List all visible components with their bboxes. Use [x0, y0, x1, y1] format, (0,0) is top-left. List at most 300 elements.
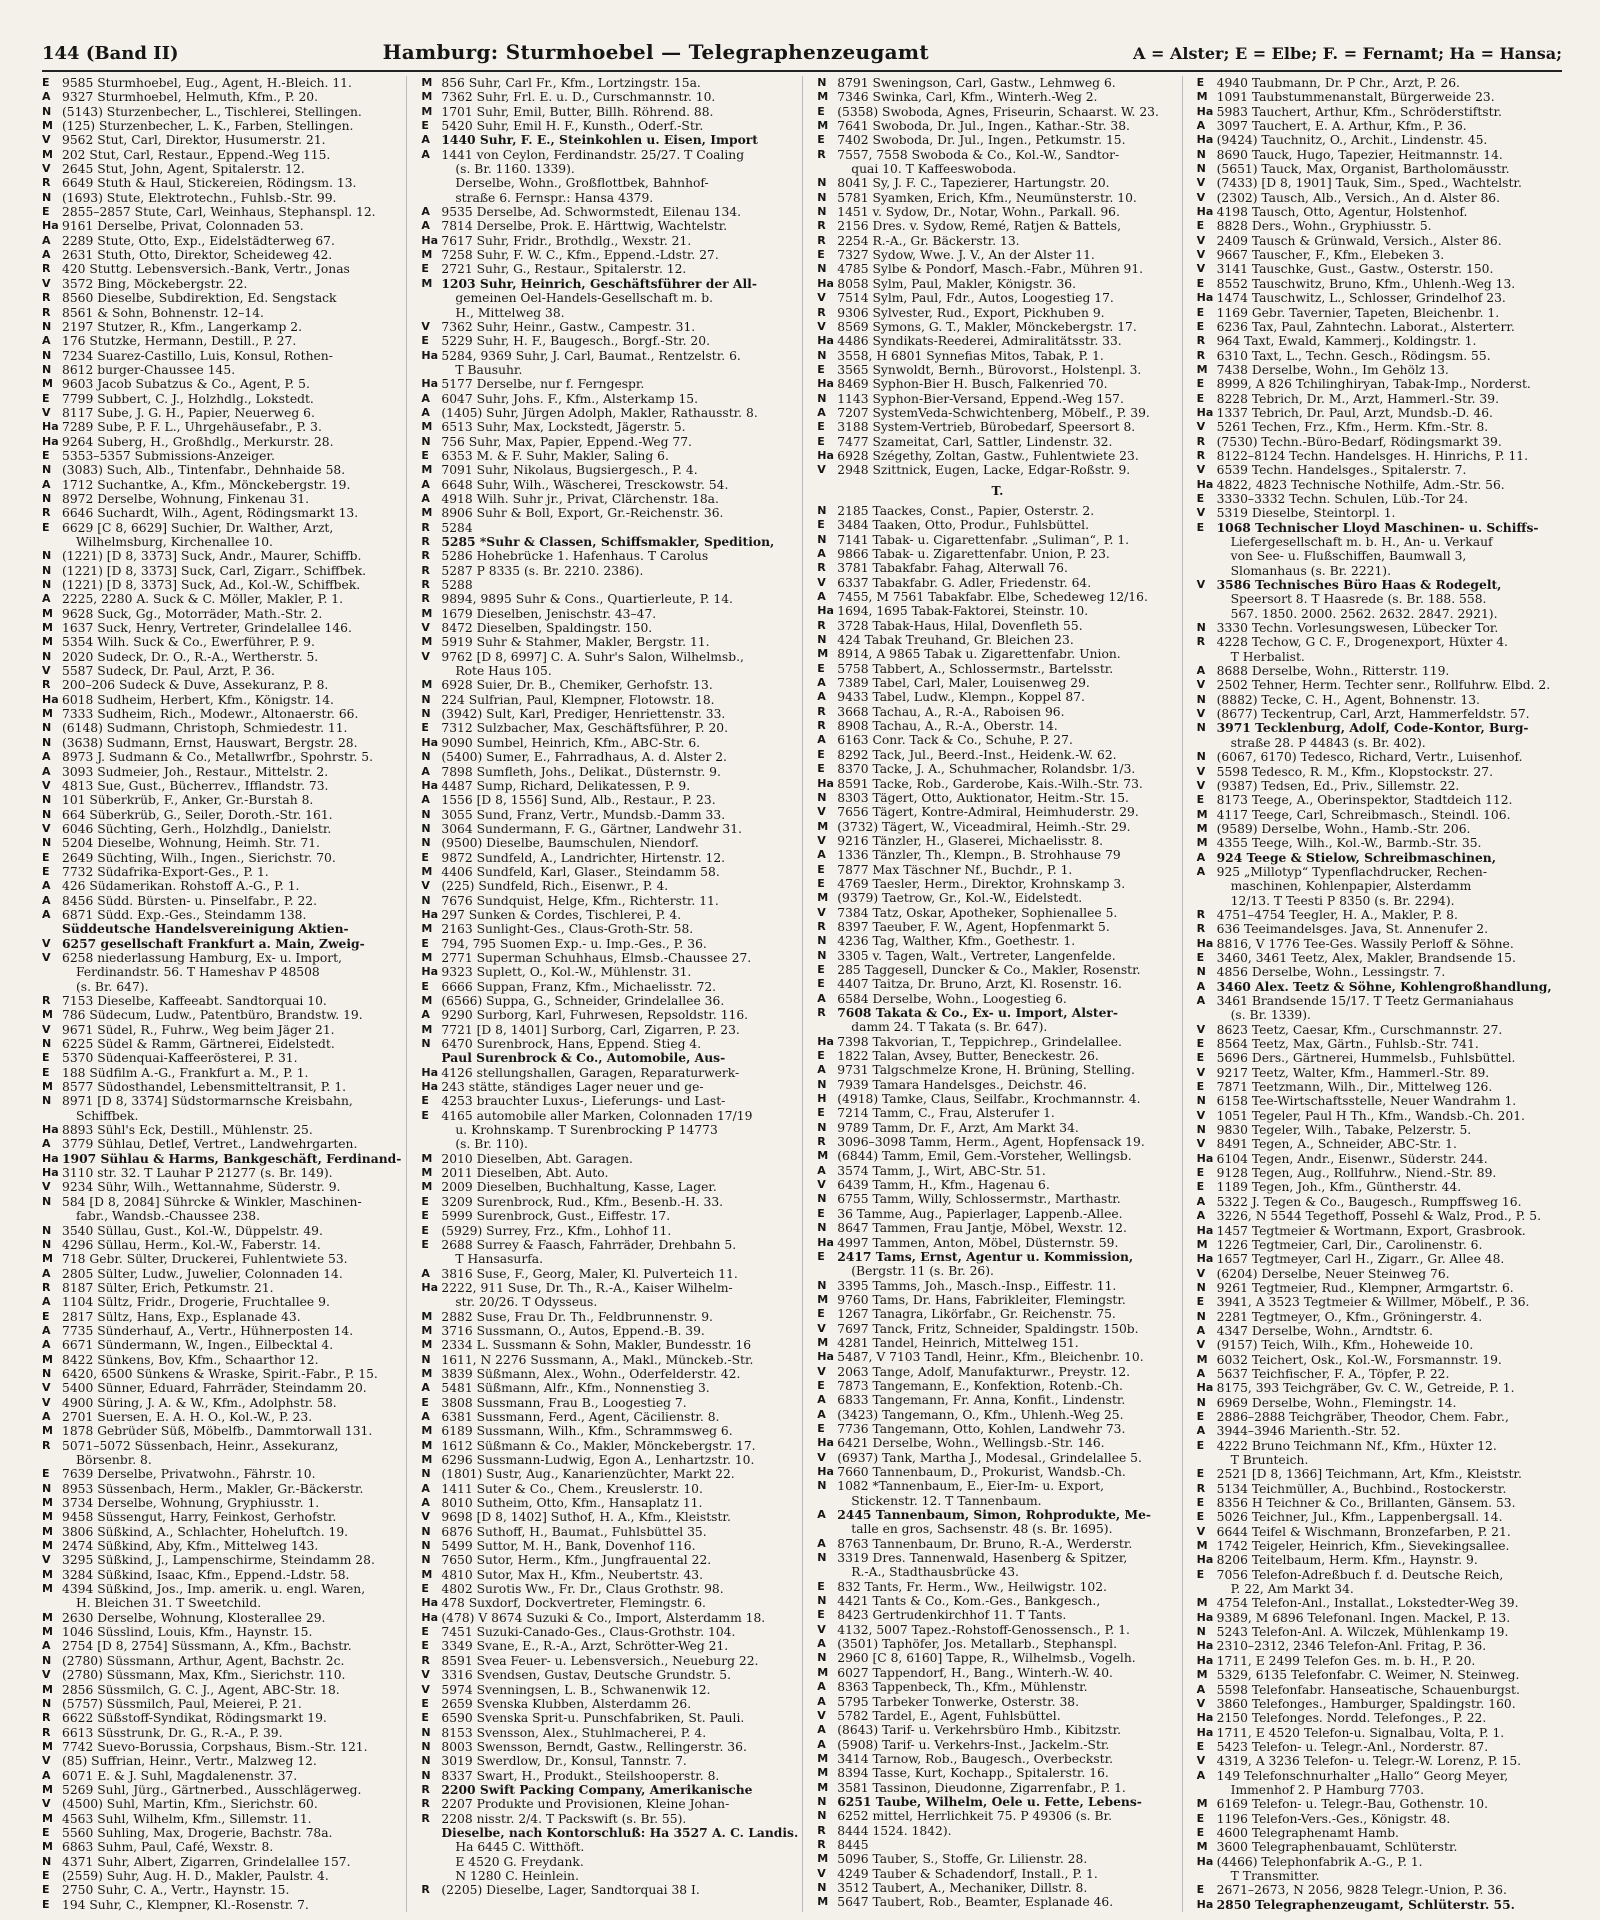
exchange-code: N	[817, 1551, 827, 1565]
directory-entry	[1197, 334, 1558, 348]
entry-text: 4296 Süllau, Herm., Kol.-W., Faberstr. 14.	[62, 1237, 321, 1252]
entry-text: H. Bleichen 31. T Sweetchild.	[76, 1596, 262, 1611]
directory-entry	[1197, 1051, 1558, 1065]
exchange-code: N	[1196, 1395, 1206, 1409]
directory-entry	[1197, 1252, 1558, 1266]
entry-text: 8791 Sweningson, Carl, Gastw., Lehmweg 6.	[837, 76, 1116, 90]
exchange-code: N	[817, 1880, 827, 1894]
exchange-code: E	[1196, 1037, 1205, 1051]
entry-text: 7660 Tannenbaum, D., Prokurist, Wandsb.-Ch.	[837, 1465, 1126, 1479]
entry-text: 8472 Dieselben, Spaldingstr. 150.	[441, 621, 653, 636]
directory-entry	[817, 392, 1177, 406]
entry-text: 5587 Sudeck, Dr. Paul, Arzt, P. 36.	[62, 664, 275, 679]
entry-text: 9261 Tegtmeier, Rud., Klempner, Armgartstr. 6.	[1216, 1280, 1514, 1295]
directory-entry	[421, 133, 798, 147]
exchange-code: M	[42, 1625, 53, 1639]
exchange-code: M	[421, 606, 433, 620]
directory-entry	[1197, 879, 1558, 893]
directory-entry	[817, 1465, 1177, 1479]
exchange-code: N	[421, 1725, 431, 1739]
exchange-code: N	[42, 836, 52, 850]
exchange-code: M	[1196, 1596, 1208, 1610]
entry-text: Speersort 8. T Haasrede (s. Br. 188. 558.	[1230, 592, 1487, 607]
exchange-code: R	[42, 1711, 51, 1725]
exchange-code: Ha	[817, 377, 834, 391]
directory-entry	[421, 1525, 798, 1539]
exchange-code: N	[817, 1192, 827, 1206]
exchange-code: E	[817, 1421, 825, 1435]
directory-entry	[1197, 693, 1558, 707]
exchange-code: Ha	[817, 1350, 834, 1364]
exchange-code: M	[42, 1008, 53, 1022]
exchange-code: V	[1196, 1022, 1206, 1036]
directory-entry	[421, 349, 798, 363]
entry-text: 4407 Taitza, Dr. Bruno, Arzt, Kl. Rosenstr. 16.	[837, 977, 1122, 992]
exchange-code: N	[817, 790, 827, 804]
directory-entry	[42, 1080, 402, 1094]
entry-text: 584 [D 8, 2084] Sührcke & Winkler, Maschinen-	[62, 1194, 362, 1209]
exchange-code: A	[421, 1481, 430, 1495]
directory-entry	[421, 1324, 798, 1338]
directory-entry	[42, 1697, 402, 1711]
directory-entry	[817, 633, 1177, 647]
exchange-code: E	[1196, 276, 1205, 290]
exchange-code: A	[421, 1496, 430, 1510]
entry-text: talle en gros, Sachsenstr. 48 (s. Br. 1695).	[851, 1522, 1113, 1537]
exchange-code: A	[42, 334, 51, 348]
entry-text: 5026 Teichner, Jul., Kfm., Lappenbergsall. 14.	[1216, 1510, 1503, 1525]
entry-text: 1474 Tauschwitz, L., Schlosser, Grindelhof 23.	[1216, 291, 1506, 306]
directory-entry	[1197, 1812, 1558, 1826]
directory-entry	[421, 1812, 798, 1826]
entry-text: 6046 Süchting, Gerh., Holzhdlg., Danielstr.	[62, 821, 332, 836]
exchange-code: V	[42, 664, 51, 678]
entry-text: 5354 Wilh. Suck & Co., Ewerführer, P. 9.	[62, 635, 315, 650]
exchange-code: Ha	[817, 1465, 834, 1478]
directory-entry	[1197, 363, 1558, 377]
directory-entry	[1197, 1152, 1558, 1166]
exchange-code	[1197, 1453, 1217, 1467]
entry-text: 1451 v. Sydow, Dr., Notar, Wohn., Parkall. 96.	[837, 205, 1120, 220]
directory-entry	[42, 1338, 402, 1352]
entry-text: P. 22, Am Markt 34.	[1230, 1582, 1354, 1597]
entry-text: 3779 Sühlau, Detlef, Vertret., Landwehrgarten.	[62, 1137, 358, 1152]
entry-text: 4198 Tausch, Otto, Agentur, Holstenhof.	[1216, 205, 1468, 220]
exchange-code: E	[817, 133, 825, 147]
exchange-code	[421, 162, 441, 176]
exchange-code: Ha	[1196, 1381, 1214, 1395]
directory-entry	[817, 1365, 1177, 1379]
entry-text: 6584 Derselbe, Wohn., Loogestieg 6.	[837, 991, 1067, 1006]
entry-text: 6613 Süsstrunk, Dr. G., R.-A., P. 39.	[62, 1725, 283, 1740]
entry-text: 424 Tabak Treuhand, Gr. Bleichen 23.	[837, 633, 1074, 648]
directory-entry	[421, 693, 798, 707]
directory-entry	[1197, 808, 1558, 822]
entry-text: 6296 Sussmann-Ludwig, Egon A., Lenhartzstr. 10.	[441, 1453, 755, 1467]
entry-text: 3808 Sussmann, Frau B., Loogestieg 7.	[441, 1395, 687, 1410]
directory-entry	[817, 1436, 1177, 1450]
directory-entry	[42, 392, 402, 406]
entry-text: 3668 Tachau, A., R.-A., Raboisen 96.	[837, 704, 1065, 719]
directory-entry	[817, 90, 1177, 104]
entry-text: 5096 Tauber, S., Stoffe, Gr. Lilienstr. 28.	[837, 1852, 1088, 1867]
exchange-code: R	[817, 233, 826, 247]
directory-entry	[1197, 449, 1558, 463]
exchange-code: A	[42, 764, 51, 778]
directory-entry	[421, 234, 798, 248]
directory-entry	[1197, 650, 1558, 664]
entry-text: 7814 Derselbe, Prok. E. Härttwig, Wachtelstr.	[441, 219, 728, 234]
entry-text: (5929) Surrey, Frz., Kfm., Lohhof 11.	[441, 1223, 672, 1238]
exchange-code: M	[42, 707, 53, 721]
entry-text: 2225, 2280 A. Suck & C. Möller, Makler, P. 1.	[62, 592, 343, 607]
directory-entry	[42, 535, 402, 549]
entry-text: 2671–2673, N 2056, 9828 Telegr.-Union, P. 36.	[1216, 1883, 1507, 1898]
exchange-code: M	[421, 922, 433, 936]
directory-entry	[1197, 205, 1558, 219]
directory-entry	[1197, 1295, 1558, 1309]
exchange-code: N	[42, 1037, 52, 1051]
directory-entry	[421, 836, 798, 850]
exchange-code: Ha	[817, 1436, 834, 1450]
directory-entry	[817, 791, 1177, 805]
entry-text: Slomanhaus (s. Br. 2221).	[1230, 563, 1391, 578]
entry-text: 5560 Suhling, Max, Drogerie, Bachstr. 78a.	[62, 1825, 333, 1840]
entry-text: 7697 Tanck, Fritz, Schneider, Spaldingstr. 150b.	[837, 1321, 1139, 1336]
entry-text: 7736 Tangemann, Otto, Kohlen, Landwehr 73.	[837, 1421, 1126, 1436]
directory-entry	[421, 650, 798, 664]
entry-text: 2207 Produkte und Provisionen, Kleine Johan-	[441, 1797, 730, 1812]
entry-text: 4421 Tants & Co., Kom.-Ges., Bankgesch.,	[837, 1594, 1101, 1609]
entry-text: 5919 Suhr & Stahmer, Makler, Bergstr. 11.	[441, 635, 710, 650]
entry-text: (3638) Sudmann, Ernst, Hauswart, Bergstr. 28.	[62, 735, 358, 750]
directory-entry	[1197, 1582, 1558, 1596]
entry-text: (3942) Sult, Karl, Prediger, Henriettenstr. 33.	[441, 707, 726, 722]
entry-text: 1822 Talan, Avsey, Butter, Beneckestr. 26.	[837, 1049, 1099, 1064]
directory-entry	[421, 1482, 798, 1496]
directory-entry	[817, 277, 1177, 291]
directory-entry	[1197, 1023, 1558, 1037]
directory-entry	[421, 1568, 798, 1582]
directory-entry	[42, 320, 402, 334]
entry-text: 7153 Dieselbe, Kaffeeabt. Sandtorquai 10.	[62, 994, 327, 1008]
directory-entry	[42, 1783, 402, 1797]
directory-entry	[1197, 535, 1558, 549]
exchange-code: M	[421, 104, 433, 118]
directory-entry	[421, 980, 798, 994]
directory-entry	[421, 420, 798, 434]
directory-entry	[421, 1855, 798, 1869]
exchange-code: N	[421, 893, 431, 907]
entry-text: 1711, E 2499 Telefon Ges. m. b. H., P. 20.	[1216, 1653, 1476, 1668]
exchange-code: V	[1196, 506, 1206, 520]
entry-text: 9866 Tabak- u. Zigarettenfabr. Union, P. 23.	[837, 547, 1110, 561]
exchange-code: Ha	[421, 348, 439, 362]
directory-entry	[421, 894, 798, 908]
directory-entry	[817, 1178, 1177, 1192]
entry-text: 2409 Tausch & Grünwald, Versich., Alster 86.	[1216, 233, 1502, 248]
entry-text: 2754 [D 8, 2754] Süssmann, A., Kfm., Bachstr.	[62, 1639, 352, 1654]
directory-entry	[421, 937, 798, 951]
directory-entry	[817, 1092, 1177, 1106]
exchange-code: E	[42, 1825, 50, 1839]
exchange-code: R	[42, 305, 51, 319]
directory-entry	[817, 1422, 1177, 1436]
directory-entry	[42, 994, 402, 1008]
exchange-code: E	[817, 1579, 825, 1593]
directory-entry	[817, 820, 1177, 834]
directory-entry	[421, 851, 798, 865]
exchange-code: M	[421, 248, 433, 262]
directory-entry	[421, 664, 798, 678]
directory-column-1	[42, 76, 407, 1912]
exchange-code: A	[42, 1768, 51, 1782]
entry-text: 8041 Sy, J. F. C., Tapezierer, Hartungstr. 20.	[837, 176, 1110, 191]
exchange-code: E	[421, 721, 429, 735]
exchange-code: Ha	[1196, 1854, 1214, 1868]
entry-text: 4228 Techow, G C. F., Drogenexport, Hüxter 4.	[1216, 635, 1508, 650]
directory-entry	[1197, 779, 1558, 793]
entry-text: 5229 Suhr, H. F., Baugesch., Borgf.-Str. 20.	[441, 334, 710, 349]
entry-text: (2780) Süssmann, Max, Kfm., Sierichstr. 110.	[62, 1668, 346, 1683]
directory-entry	[421, 994, 798, 1008]
directory-entry	[817, 891, 1177, 905]
entry-text: 6671 Sündermann, W., Ingen., Eilbecktal 4.	[62, 1338, 334, 1353]
directory-entry	[42, 1238, 402, 1252]
entry-text: 2208 nisstr. 2/4. T Packswift (s. Br. 55).	[441, 1811, 687, 1826]
entry-text: 7312 Sulzbacher, Max, Geschäftsführer, P. 20.	[441, 721, 729, 736]
entry-text: (6844) Tamm, Emil, Gem.-Vorsteher, Wellingsb.	[837, 1149, 1132, 1164]
exchange-code: M	[421, 1567, 433, 1581]
exchange-code: V	[1196, 1338, 1206, 1352]
exchange-code: V	[1196, 1696, 1206, 1710]
directory-entry	[817, 1852, 1177, 1866]
directory-entry	[817, 191, 1177, 205]
entry-text: 4117 Teege, Carl, Schreibmasch., Steindl. 106.	[1216, 807, 1511, 822]
entry-text: 3330 Techn. Vorlesungswesen, Lübecker Tor.	[1216, 621, 1499, 636]
entry-text: (9387) Tedsen, Ed., Priv., Sillemstr. 22.	[1216, 778, 1460, 793]
exchange-code: R	[817, 1135, 826, 1149]
entry-text: 5598 Telefonfabr. Hanseatische, Schauenburgst.	[1216, 1682, 1520, 1697]
directory-entry	[421, 1180, 798, 1194]
exchange-code: A	[421, 405, 430, 419]
exchange-code	[421, 191, 441, 205]
exchange-code: A	[1196, 1768, 1206, 1782]
exchange-code: N	[421, 1524, 431, 1538]
directory-entry	[1197, 922, 1558, 936]
directory-entry	[42, 1166, 402, 1180]
entry-text: 5284	[441, 520, 473, 535]
entry-text: 6258 niederlassung Hamburg, Ex- u. Import,	[62, 950, 342, 965]
entry-text: 3716 Sussmann, O., Autos, Eppend.-B. 39.	[441, 1323, 705, 1338]
directory-entry	[1197, 750, 1558, 764]
entry-text: 2254 R.-A., Gr. Bäckerstr. 13.	[837, 233, 1020, 248]
exchange-code: Ha	[1196, 133, 1214, 147]
directory-entry	[421, 765, 798, 779]
directory-entry	[421, 262, 798, 276]
entry-text: 3586 Technisches Büro Haas & Rodegelt,	[1216, 577, 1502, 593]
entry-text: 1657 Tegtmeyer, Carl H., Zigarr., Gr. Allee 48.	[1216, 1252, 1505, 1267]
directory-entry	[817, 848, 1177, 862]
entry-text: 8356 H Teichner & Co., Brillanten, Gänsem. 53.	[1216, 1496, 1516, 1511]
entry-text: 3096–3098 Tamm, Herm., Agent, Hopfensack 19.	[837, 1135, 1145, 1150]
exchange-code: E	[817, 434, 825, 448]
directory-entry	[817, 1236, 1177, 1250]
entry-text: 8117 Sube, J. G. H., Papier, Neuerweg 6.	[62, 405, 315, 420]
entry-text: (9500) Dieselbe, Baumschulen, Niendorf.	[441, 836, 699, 851]
directory-entry	[1197, 392, 1558, 406]
entry-text: maschinen, Kohlenpapier, Alsterdamm	[1230, 879, 1472, 894]
directory-entry	[817, 1623, 1177, 1637]
exchange-code: N	[817, 1077, 827, 1091]
directory-entry	[421, 320, 798, 334]
directory-entry	[421, 1596, 798, 1610]
entry-text: 5243 Telefon-Anl. A. Wilczek, Mühlenkamp 19.	[1216, 1625, 1509, 1640]
directory-entry	[1197, 721, 1558, 735]
exchange-code	[421, 1840, 441, 1854]
exchange-code: E	[421, 936, 429, 950]
entry-text: 5481 Süßmann, Alfr., Kfm., Nonnenstieg 3.	[441, 1381, 710, 1396]
exchange-code: A	[421, 1266, 430, 1280]
directory-entry	[1197, 1209, 1558, 1223]
entry-text: 1440 Suhr, F. E., Steinkohlen u. Eisen, Import	[441, 132, 758, 148]
exchange-code: E	[817, 1206, 825, 1220]
exchange-code: Ha	[421, 377, 439, 391]
entry-text: 224 Sulfrian, Paul, Klempner, Flotowstr. 18.	[441, 692, 715, 707]
entry-text: 8972 Derselbe, Wohnung, Finkenau 31.	[62, 491, 310, 506]
entry-text: 7346 Swinka, Carl, Kfm., Winterh.-Weg 2.	[837, 90, 1098, 105]
entry-text: 7721 [D 8, 1401] Surborg, Carl, Zigarren, P. 23.	[441, 1022, 740, 1037]
entry-text: (2559) Suhr, Aug. H. D., Makler, Paulstr. 4.	[62, 1868, 329, 1883]
entry-text: 925 „Millotyp“ Typenflachdrucker, Rechen-	[1216, 864, 1488, 879]
exchange-code: N	[817, 934, 827, 948]
entry-text: 8971 [D 8, 3374] Südstormarnsche Kreisbahn,	[62, 1094, 353, 1109]
exchange-code: R	[421, 520, 430, 534]
exchange-code: A	[42, 907, 51, 921]
exchange-code: A	[1196, 1366, 1206, 1380]
entry-text: 9234 Sühr, Wilh., Wettannahme, Süderstr. 9.	[62, 1180, 341, 1195]
entry-text: 7056 Telefon-Adreßbuch f. d. Deutsche Reich,	[1216, 1567, 1504, 1582]
exchange-code: M	[421, 678, 433, 692]
directory-entry	[42, 908, 402, 922]
exchange-code: V	[817, 1866, 826, 1880]
entry-text: 7451 Suzuki-Canado-Ges., Claus-Grothstr. 104.	[441, 1625, 736, 1640]
directory-entry	[421, 1396, 798, 1410]
entry-text: 7608 Takata & Co., Ex- u. Import, Alster-	[837, 1005, 1118, 1020]
exchange-code: A	[42, 1295, 51, 1309]
directory-entry	[817, 1164, 1177, 1178]
exchange-code: R	[1196, 635, 1206, 649]
exchange-code: E	[421, 1094, 429, 1108]
directory-entry	[817, 1680, 1177, 1694]
entry-text: 9562 Stut, Carl, Direktor, Husumerstr. 21.	[62, 133, 326, 148]
entry-text: 6646 Suchardt, Wilh., Agent, Rödingsmarkt 13.	[62, 506, 359, 521]
entry-text: 2521 [D 8, 1366] Teichmann, Art, Kfm., Kleiststr.	[1216, 1467, 1522, 1482]
entry-text: 9872 Sundfeld, A., Landrichter, Hirtenstr. 12.	[441, 850, 726, 865]
directory-entry	[421, 1310, 798, 1324]
entry-text: 5134 Teichmüller, A., Buchbind., Rostockerstr.	[1216, 1481, 1507, 1496]
exchange-code: M	[1196, 1668, 1208, 1682]
exchange-code: E	[42, 1065, 50, 1079]
exchange-code: Ha	[1196, 1639, 1214, 1653]
exchange-code: M	[421, 76, 433, 89]
exchange-code: A	[421, 793, 430, 807]
entry-text: 2645 Stut, John, Agent, Spitalerstr. 12.	[62, 162, 305, 177]
directory-entry	[421, 1697, 798, 1711]
directory-entry	[42, 1195, 402, 1209]
entry-text: 9433 Tabel, Ludw., Klempn., Koppel 87.	[837, 690, 1085, 705]
entry-text: 2185 Taackes, Const., Papier, Osterstr. 2.	[837, 503, 1095, 518]
exchange-code: M	[1196, 1797, 1208, 1811]
exchange-code: A	[817, 690, 826, 704]
directory-entry	[421, 248, 798, 262]
directory-entry	[1197, 349, 1558, 363]
directory-entry	[817, 1106, 1177, 1120]
directory-entry	[42, 779, 402, 793]
directory-entry	[42, 1625, 402, 1639]
directory-entry	[421, 1611, 798, 1625]
exchange-code: R	[42, 176, 51, 190]
directory-entry	[42, 377, 402, 391]
entry-text: 8228 Tebrich, Dr. M., Arzt, Hammerl.-Str. 39.	[1216, 391, 1499, 406]
entry-text: 8175, 393 Teichgräber, Gv. C. W., Getreide, P. 1.	[1216, 1381, 1515, 1396]
directory-entry	[42, 119, 402, 133]
entry-text: 202 Stut, Carl, Restaur., Eppend.-Weg 115.	[62, 147, 331, 162]
exchange-code: R	[42, 262, 51, 276]
exchange-code: E	[1196, 1510, 1205, 1524]
entry-text: 9731 Talgschmelze Krone, H. Brüning, Stelling.	[837, 1063, 1135, 1078]
entry-text: 1082 *Tannenbaum, E., Eier-Im- u. Export,	[837, 1479, 1104, 1494]
directory-entry	[1197, 578, 1558, 592]
entry-text: 243 stätte, ständiges Lager neuer und ge-	[441, 1080, 704, 1095]
exchange-code: A	[817, 1508, 826, 1522]
entry-text: 420 Stuttg. Lebensversich.-Bank, Vertr., Jonas	[62, 262, 350, 277]
entry-text: (2302) Tausch, Alb., Versich., An d. Alster 86.	[1216, 190, 1501, 205]
exchange-code: E	[1196, 1166, 1205, 1180]
exchange-code: Ha	[421, 735, 439, 749]
directory-entry	[421, 478, 798, 492]
exchange-code: A	[817, 1694, 826, 1708]
directory-entry	[421, 1754, 798, 1768]
directory-entry	[42, 1611, 402, 1625]
entry-text: 3305 v. Tagen, Walt., Vertreter, Langenfelde.	[837, 948, 1116, 963]
exchange-code: Ha	[817, 1034, 834, 1048]
directory-entry	[817, 1881, 1177, 1895]
directory-entry	[1197, 1898, 1558, 1912]
directory-entry	[421, 1582, 798, 1596]
directory-entry	[817, 1723, 1177, 1737]
entry-text: (7530) Techn.-Büro-Bedarf, Rödingsmarkt 39.	[1216, 434, 1502, 449]
exchange-code: N	[42, 549, 52, 563]
exchange-code: E	[1196, 219, 1205, 233]
exchange-code: R	[817, 704, 826, 718]
entry-text: 5999 Surenbrock, Gust., Eiffestr. 17.	[441, 1209, 671, 1224]
entry-text: 1556 [D 8, 1556] Sund, Alb., Restaur., P. 23.	[441, 793, 716, 808]
entry-text: u. Krohnskamp. T Surenbrocking P 14773	[455, 1123, 718, 1138]
entry-text: 3097 Tauchert, E. A. Arthur, Kfm., P. 36.	[1216, 119, 1467, 134]
exchange-code: A	[1196, 1194, 1206, 1208]
exchange-code: N	[421, 750, 431, 764]
directory-entry	[42, 1898, 402, 1912]
entry-text: 6381 Sussmann, Ferd., Agent, Cäcilienstr. 8.	[441, 1409, 720, 1424]
exchange-code: N	[817, 1120, 827, 1134]
entry-text: 1457 Tegtmeier & Wortmann, Export, Grasbrook.	[1216, 1223, 1526, 1238]
directory-entry	[421, 90, 798, 104]
directory-entry	[1197, 1137, 1558, 1151]
exchange-code: R	[1196, 922, 1206, 936]
directory-entry	[421, 1051, 798, 1065]
entry-text: 6169 Telefon- u. Telegr.-Bau, Gothenstr. 10.	[1216, 1797, 1488, 1812]
